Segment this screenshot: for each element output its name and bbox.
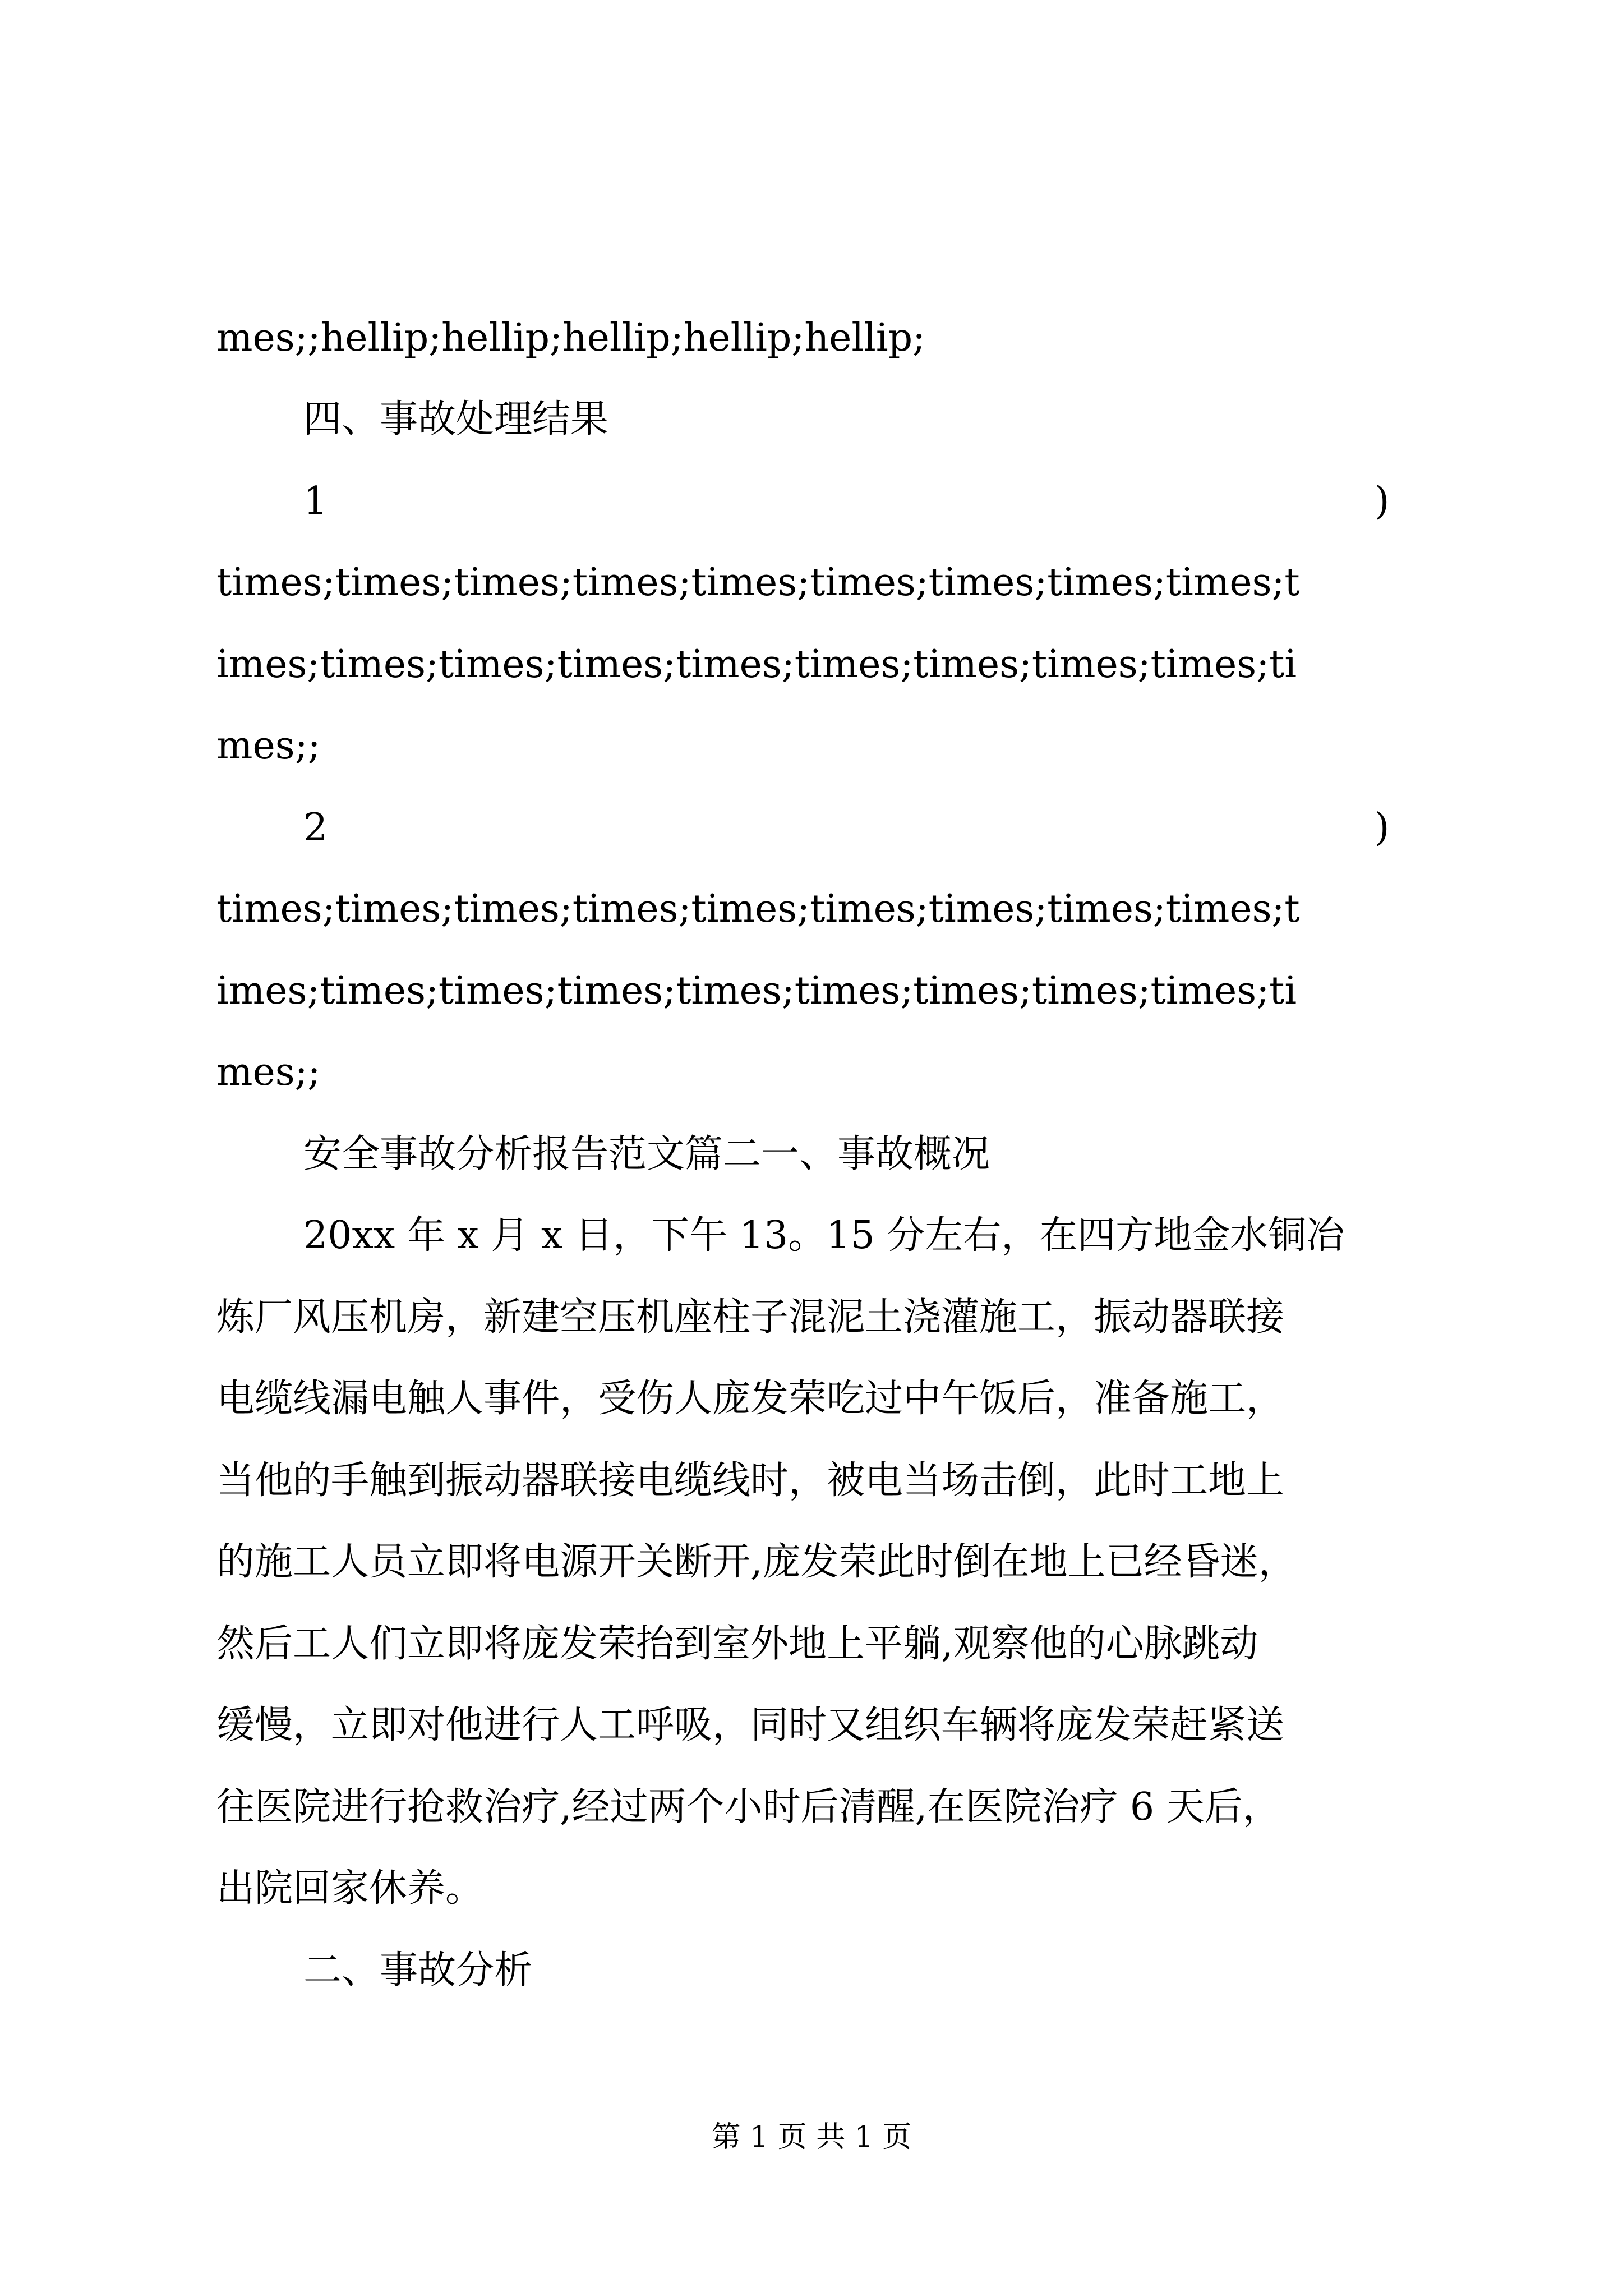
line-text: mes;; — [216, 724, 321, 768]
text-line — [0, 542, 1623, 624]
line-text: 缓慢，立即对他进行人工呼吸，同时又组织车辆将庞发荣赶紧送 — [216, 1703, 1285, 1747]
line-text: 炼厂风压机房，新建空压机座柱子混泥土浇灌施工，振动器联接 — [216, 1295, 1285, 1340]
line-text: times;times;times;times;times;times;times;times;times;t — [216, 887, 1300, 931]
paragraph-line — [0, 1603, 1623, 1685]
paragraph-line — [0, 1848, 1623, 1930]
line-text: 出院回家休养。 — [216, 1866, 484, 1911]
heading-text: 二、事故分析 — [303, 1948, 533, 1993]
line-text: mes;; — [216, 1050, 321, 1094]
text-line — [0, 1032, 1623, 1114]
paragraph-line — [0, 1521, 1623, 1603]
line-text: mes;;hellip;hellip;hellip;hellip;hellip; — [216, 316, 926, 360]
closing-paren: ) — [1375, 806, 1390, 850]
line-text: 的施工人员立即将电源开关断开,庞发荣此时倒在地上已经昏迷， — [216, 1540, 1297, 1584]
section-heading — [0, 1930, 1623, 2012]
text-line — [0, 297, 1623, 379]
line-text: imes;times;times;times;times;times;times;times;times;ti — [216, 969, 1297, 1013]
list-item-number — [0, 461, 1623, 542]
text-line — [0, 950, 1623, 1032]
item-number: 2 — [303, 806, 328, 850]
line-text: 电缆线漏电触人事件，受伤人庞发荣吃过中午饭后，准备施工， — [216, 1377, 1285, 1421]
paragraph-line — [0, 1358, 1623, 1440]
page-footer: 第 1 页 共 1 页 — [711, 2120, 912, 2154]
item-number: 1 — [303, 479, 328, 523]
paragraph-line — [0, 1440, 1623, 1522]
text-line — [0, 868, 1623, 950]
line-text: 往医院进行抢救治疗,经过两个小时后清醒,在医院治疗 6 天后， — [216, 1785, 1281, 1829]
closing-paren: ) — [1375, 479, 1390, 523]
line-text: 当他的手触到振动器联接电缆线时，被电当场击倒，此时工地上 — [216, 1458, 1285, 1503]
paragraph-line — [0, 1766, 1623, 1848]
heading-text: 四、事故处理结果 — [303, 397, 609, 441]
article-title — [0, 1114, 1623, 1195]
line-text: times;times;times;times;times;times;times;times;times;t — [216, 560, 1300, 605]
title-text: 安全事故分析报告范文篇二一、事故概况 — [303, 1132, 990, 1176]
text-line — [0, 624, 1623, 706]
paragraph-line — [0, 1195, 1623, 1277]
text-line — [0, 705, 1623, 787]
list-item-number — [0, 787, 1623, 869]
paragraph-line — [0, 1277, 1623, 1359]
section-heading — [0, 379, 1623, 461]
line-text: imes;times;times;times;times;times;times;times;times;ti — [216, 642, 1297, 687]
paragraph-line — [0, 1685, 1623, 1766]
line-text: 然后工人们立即将庞发荣抬到室外地上平躺,观察他的心脉跳动 — [216, 1622, 1258, 1666]
line-text: 20xx 年 x 月 x 日，下午 13。15 分左右，在四方地金水铜冶 — [303, 1213, 1345, 1258]
